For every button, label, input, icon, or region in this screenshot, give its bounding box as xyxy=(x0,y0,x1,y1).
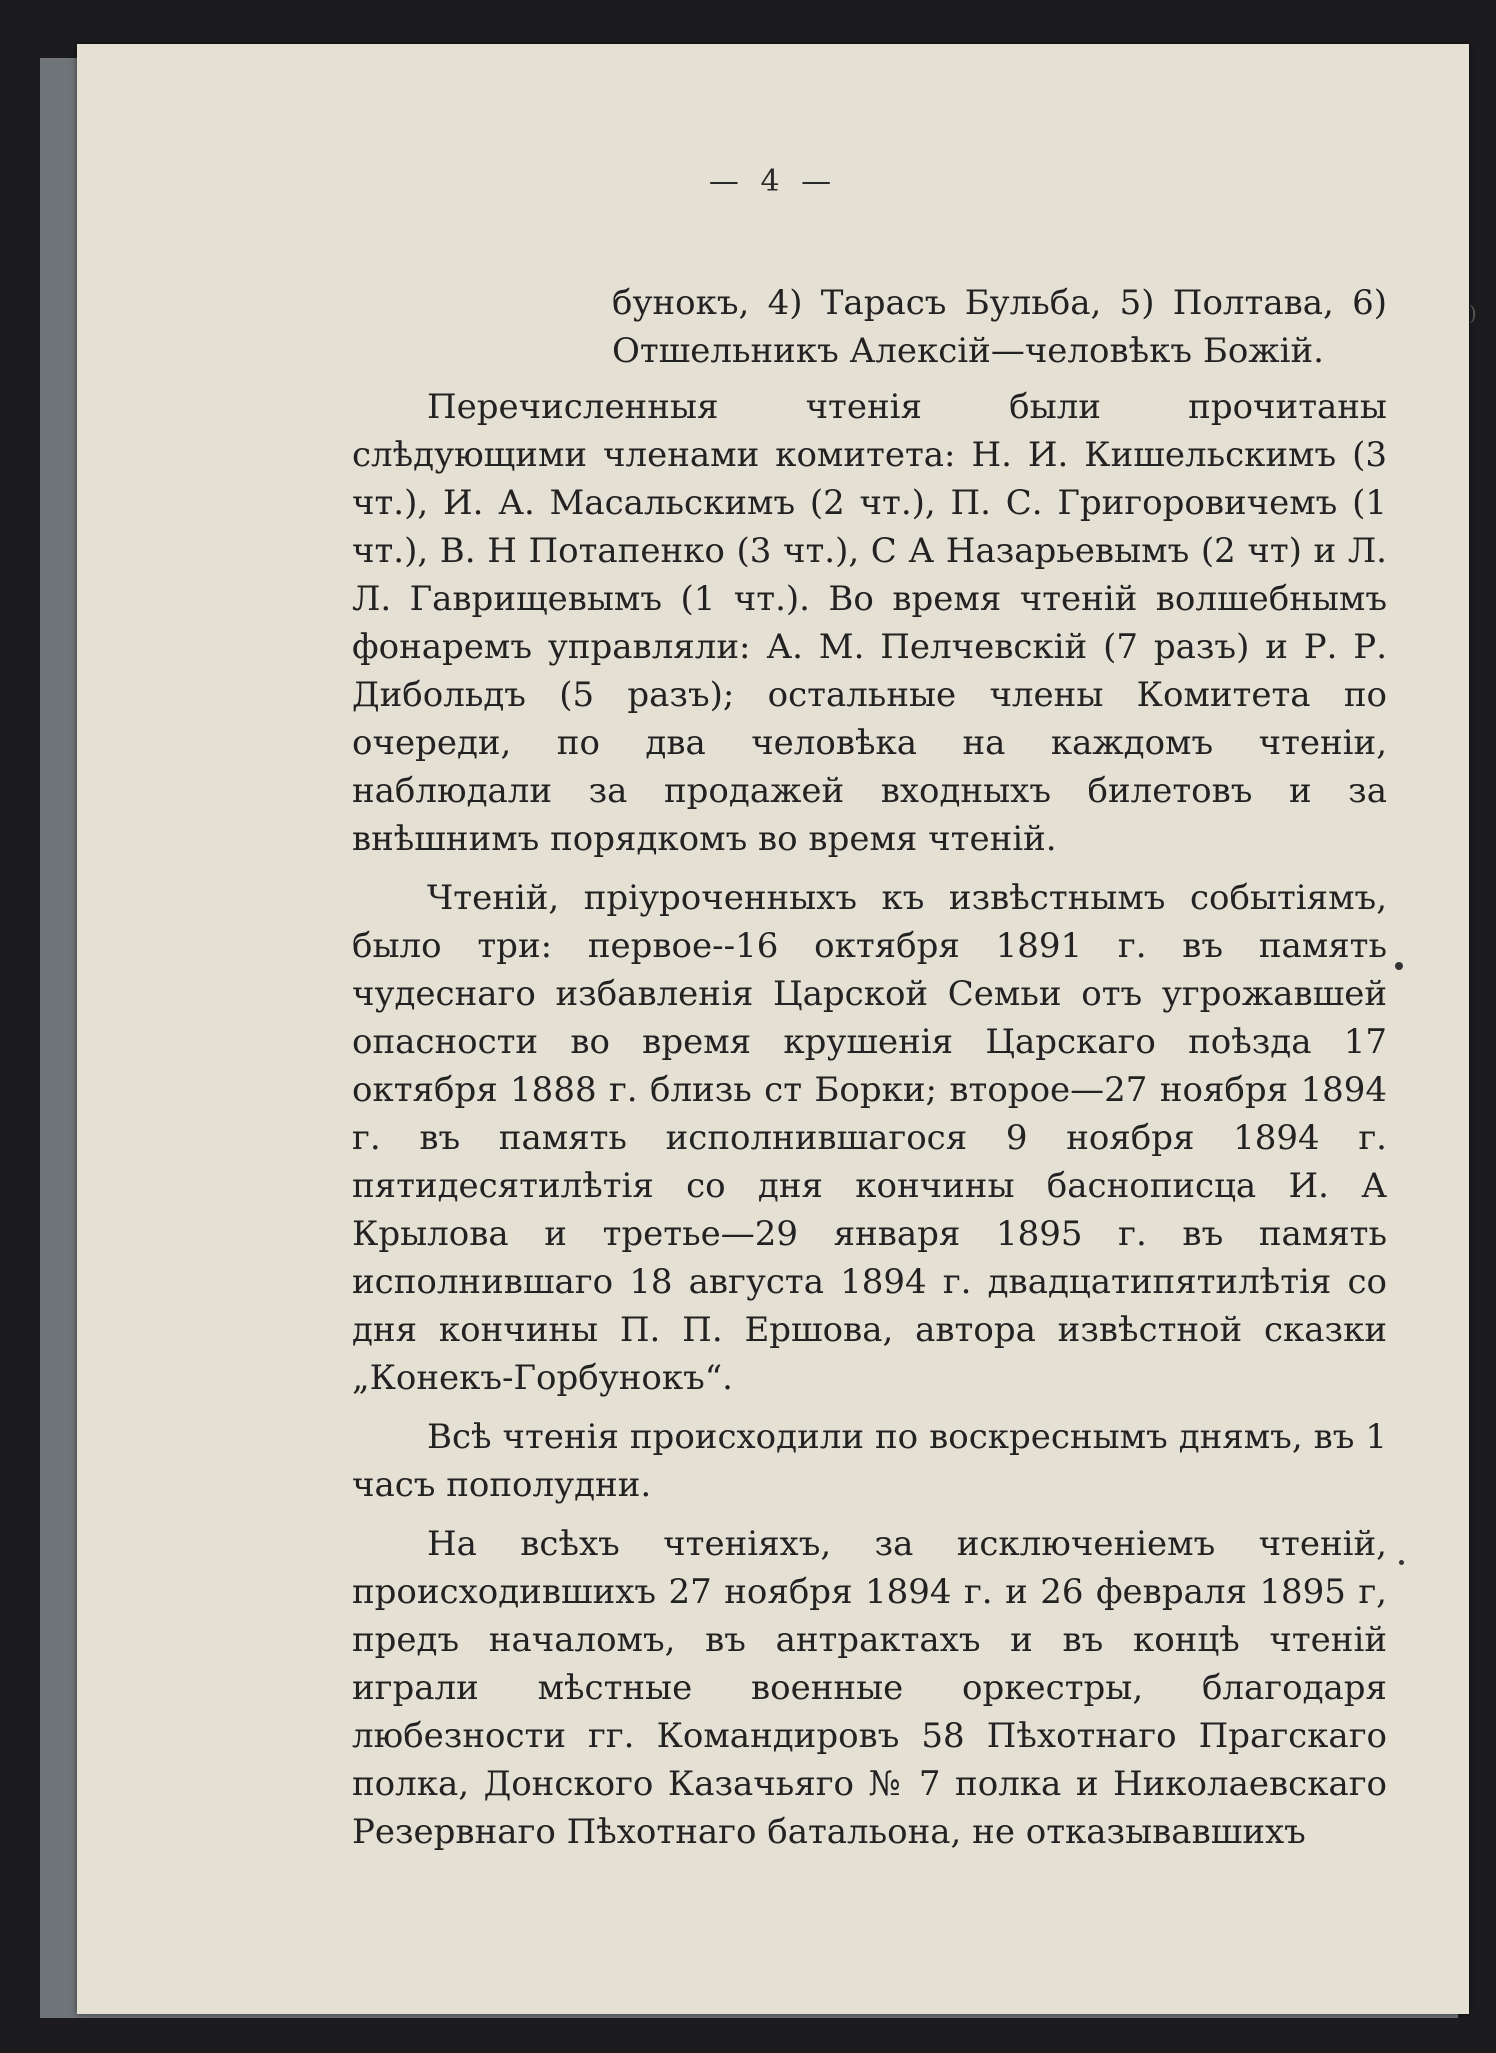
paragraph-schedule: Всѣ чтенія происходили по воскреснымъ днямъ, въ 1 часъ пополудни. xyxy=(352,1417,1387,1505)
document-page xyxy=(77,44,1477,2014)
ink-speck xyxy=(1395,962,1403,970)
paragraph-orchestras: На всѣхъ чтеніяхъ, за исключеніемъ чтеній, происходившихъ 27 ноября 1894 г. и 26 февраля 1895 г, предъ началомъ, въ антрактахъ и въ концѣ чтеній играли мѣстные военные оркестры, благодаря любезности гг. Командировъ 58 Пѣхотнаго Прагскаго полка, Донского Казачьяго № 7 полка и Николаевскаго Резервнаго Пѣхотнаго батальона, не отказывавшихъ xyxy=(352,1524,1387,1852)
ink-speck xyxy=(1399,1560,1404,1565)
paragraph-commemorative-readings: Чтеній, пріуроченныхъ къ извѣстнымъ событіямъ, было три: первое--16 октября 1891 г. въ память чудеснаго избавленія Царской Семьи отъ угрожавшей опасности во время крушенія Царскаго поѣзда 17 октября 1888 г. близь ст Борки; второе—27 ноября 1894 г. въ память исполнившагося 9 ноября 1894 г. пятидесятилѣтія со дня кончины баснописца И. А Крылова и третье—29 января 1895 г. въ память исполнившаго 18 августа 1894 г. двадцатипятилѣтія со дня кончины П. П. Ершова, автора извѣстной сказки „Конекъ-Горбунокъ“. xyxy=(352,878,1387,1398)
margin-mark: ) xyxy=(1469,301,1477,325)
page-number: — 4 — xyxy=(708,164,838,199)
continued-list-text: бунокъ, 4) Тарасъ Бульба, 5) Полтава, 6) Отшельникъ Алексій—человѣкъ Божій. xyxy=(612,283,1387,371)
paragraph-readers: Перечисленныя чтенія были прочитаны слѣдующими членами комитета: Н. И. Кишельскимъ (3 чт.), И. А. Масальскимъ (2 чт.), П. С. Григоровичемъ (1 чт.), В. Н Потапенко (3 чт.), С А Назарьевымъ (2 чт) и Л. Л. Гаврищевымъ (1 чт.). Во время чтеній волшебнымъ фонаремъ управляли: А. М. Пелчевскій (7 разъ) и Р. Р. Дибольдъ (5 разъ); остальные члены Комитета по очереди, по два человѣка на каждомъ чтеніи, наблюдали за продажей входныхъ билетовъ и за внѣшнимъ порядкомъ во время чтеній. xyxy=(352,387,1387,859)
body-text xyxy=(352,279,1387,1867)
